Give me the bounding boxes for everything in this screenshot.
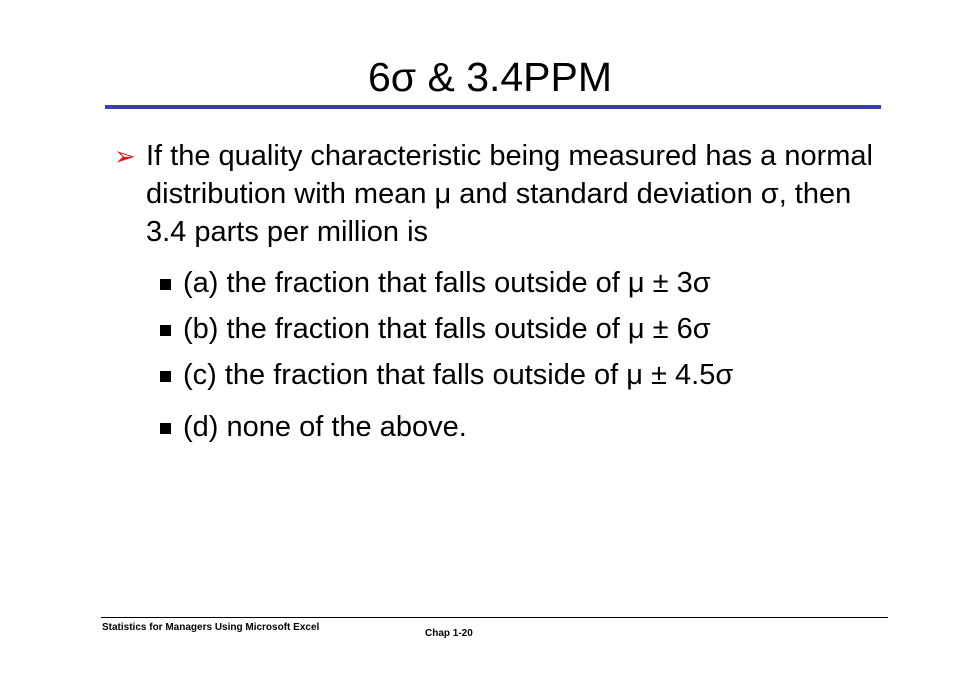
option-b-text: (b) the fraction that falls outside of μ ± 6σ bbox=[183, 313, 711, 345]
square-bullet-icon bbox=[160, 371, 171, 382]
option-a-text: (a) the fraction that falls outside of μ ± 3σ bbox=[183, 267, 711, 299]
slide-title: 6σ & 3.4PPM bbox=[367, 54, 613, 100]
option-d bbox=[160, 408, 880, 454]
option-list bbox=[160, 264, 880, 454]
option-c bbox=[160, 356, 880, 402]
square-bullet-icon bbox=[160, 325, 171, 336]
option-d-text: (d) none of the above. bbox=[183, 411, 467, 443]
square-bullet-icon bbox=[160, 279, 171, 290]
title-underline bbox=[105, 105, 881, 109]
footer-chapter: Chap 1-20 bbox=[425, 628, 473, 639]
main-bullet bbox=[114, 137, 874, 251]
arrow-right-icon: ➢ bbox=[114, 141, 136, 171]
footer-book-title: Statistics for Managers Using Microsoft Excel bbox=[102, 622, 320, 633]
footer-divider bbox=[101, 617, 888, 618]
option-b bbox=[160, 310, 880, 356]
option-c-text: (c) the fraction that falls outside of μ ± 4.5σ bbox=[183, 359, 734, 391]
main-bullet-text: If the quality characteristic being measured has a normal distribution with mean μ and standard deviation σ, then 3.4 parts per million is bbox=[146, 140, 873, 248]
square-bullet-icon bbox=[160, 423, 171, 434]
option-a bbox=[160, 264, 880, 310]
